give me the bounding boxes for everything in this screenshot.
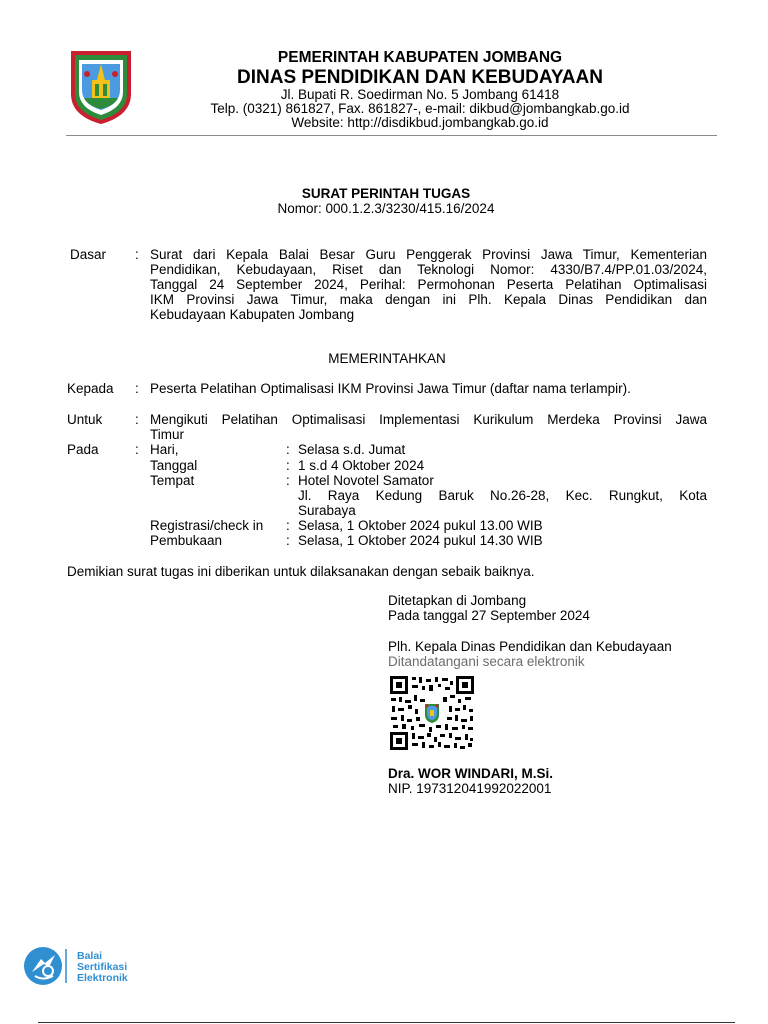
pada-key-pembukaan: Pembukaan <box>150 533 223 548</box>
pada-label: Pada <box>67 442 99 457</box>
dasar-label: Dasar <box>70 247 107 262</box>
dasar-line: Pendidikan, Kebudayaan, Riset dan Teknologi Nomor: 4330/B7.4/PP.01.03/2024, <box>150 262 707 277</box>
bsre-logo-icon <box>22 945 72 987</box>
dasar-line: Surat dari Kepala Balai Besar Guru Penggerak Provinsi Jawa Timur, Kementerian <box>150 247 707 262</box>
pada-value-tanggal: 1 s.d 4 Oktober 2024 <box>298 458 425 473</box>
signature-date: Pada tanggal 27 September 2024 <box>388 608 590 623</box>
letterhead-divider <box>66 135 717 136</box>
untuk-label: Untuk <box>67 412 103 427</box>
bsre-logo-line: Elektronik <box>77 972 128 984</box>
regency-emblem <box>70 50 132 124</box>
letterhead-address: Jl. Bupati R. Soedirman No. 5 Jombang 61418 <box>280 87 560 102</box>
signature-position: Plh. Kepala Dinas Pendidikan dan Kebudayaan <box>388 639 672 654</box>
kepada-separator: : <box>135 381 139 396</box>
dasar-separator: : <box>135 247 139 262</box>
kepada-text: Peserta Pelatihan Optimalisasi IKM Provinsi Jawa Timur (daftar nama terlampir). <box>150 381 631 396</box>
untuk-separator: : <box>135 412 139 427</box>
letterhead-government: PEMERINTAH KABUPATEN JOMBANG <box>277 49 563 66</box>
letterhead-contact: Telp. (0321) 861827, Fax. 861827-, e-mail: dikbud@jombangkab.go.id <box>210 101 630 116</box>
pada-key-tempat: Tempat <box>150 473 195 488</box>
esign-note: Ditandatangani secara elektronik <box>388 654 585 669</box>
pada-value-tempat: Hotel Novotel Samator <box>298 473 434 488</box>
signature-place: Ditetapkan di Jombang <box>388 593 527 608</box>
pada-address-line: Jl. Raya Kedung Baruk No.26-28, Kec. Rungkut, Kota <box>298 488 707 503</box>
pada-separator: : <box>135 442 139 457</box>
bsre-logo-line: Sertifikasi <box>77 961 128 973</box>
pada-value-registrasi: Selasa, 1 Oktober 2024 pukul 13.00 WIB <box>298 518 543 533</box>
signatory-name: Dra. WOR WINDARI, M.Si. <box>388 766 553 781</box>
command-heading: MEMERINTAHKAN <box>328 351 446 366</box>
bsre-logo-line: Balai <box>77 950 103 962</box>
pada-key-tanggal: Tanggal <box>150 458 198 473</box>
pada-address-line: Surabaya <box>298 503 356 518</box>
qr-code <box>389 675 475 751</box>
pada-key-hari: Hari, <box>150 442 179 457</box>
pada-key-registrasi: Registrasi/check in <box>150 518 264 533</box>
document-number: Nomor: 000.1.2.3/3230/415.16/2024 <box>277 201 495 216</box>
pada-sep-hari: : <box>286 442 290 457</box>
letterhead-agency: DINAS PENDIDIKAN DAN KEBUDAYAAN <box>237 67 603 88</box>
dasar-line: Tanggal 24 September 2024, Perihal: Permohonan Peserta Pelatihan Optimalisasi <box>150 277 707 292</box>
footer-divider <box>38 1022 735 1023</box>
untuk-line: Timur <box>150 427 184 442</box>
untuk-line: Mengikuti Pelatihan Optimalisasi Implementasi Kurikulum Merdeka Provinsi Jawa <box>150 412 707 427</box>
pada-sep-pembukaan: : <box>286 533 290 548</box>
pada-sep-registrasi: : <box>286 518 290 533</box>
document-title: SURAT PERINTAH TUGAS <box>301 186 471 201</box>
signatory-nip: NIP. 197312041992022001 <box>388 781 552 796</box>
dasar-line: Kebudayaan Kabupaten Jombang <box>150 307 355 322</box>
pada-value-pembukaan: Selasa, 1 Oktober 2024 pukul 14.30 WIB <box>298 533 543 548</box>
dasar-line: IKM Provinsi Jawa Timur, maka dengan ini Plh. Kepala Dinas Pendidikan dan <box>150 292 707 307</box>
kepada-label: Kepada <box>67 381 114 396</box>
pada-sep-tanggal: : <box>286 458 290 473</box>
pada-sep-tempat: : <box>286 473 290 488</box>
letterhead-website: Website: http://disdikbud.jombangkab.go.id <box>291 115 549 130</box>
pada-value-hari: Selasa s.d. Jumat <box>298 442 406 457</box>
closing-statement: Demikian surat tugas ini diberikan untuk dilaksanakan dengan sebaik baiknya. <box>67 564 535 579</box>
